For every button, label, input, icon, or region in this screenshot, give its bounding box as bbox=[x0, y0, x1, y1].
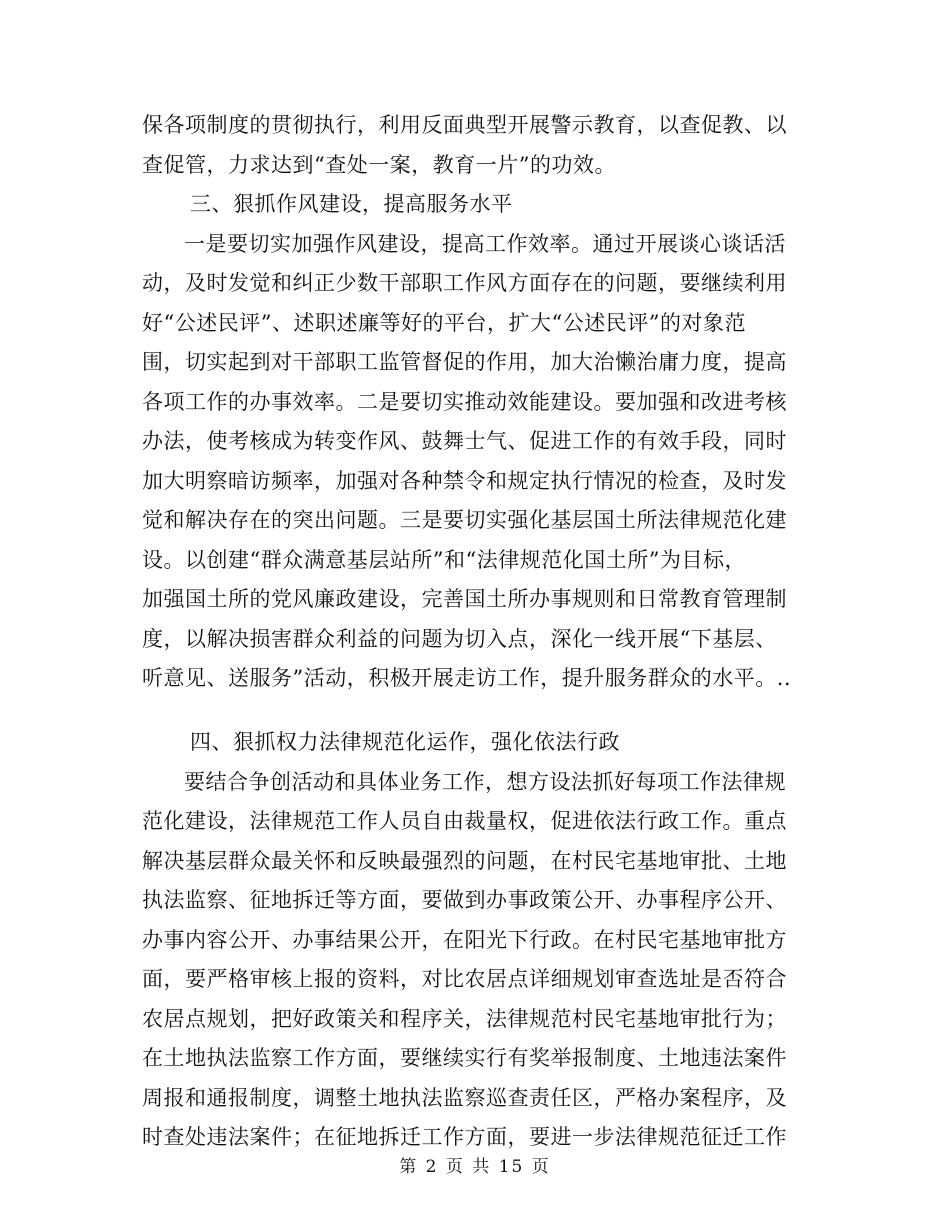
body-text-line: 范化建设，法律规范工作人员自由裁量权，促进依法行政工作。重点 bbox=[142, 809, 787, 833]
section-heading: 四、狠抓权力法律规范化运作，强化依法行政 bbox=[190, 730, 620, 754]
body-text-line: 加强国土所的党风廉政建设，完善国土所办事规则和日常教育管理制 bbox=[142, 587, 787, 611]
body-text-line: 加大明察暗访频率，加强对各种禁令和规定执行情况的检查，及时发 bbox=[142, 469, 787, 493]
body-text-line: 解决基层群众最关怀和反映最强烈的问题，在村民宅基地审批、土地 bbox=[142, 849, 787, 873]
body-text-line: 好“公述民评”、述职述廉等好的平台，扩大“公述民评”的对象范 bbox=[142, 311, 746, 335]
body-text-line: 农居点规划，把好政策关和程序关，法律规范村民宅基地审批行为； bbox=[142, 1007, 787, 1031]
body-text-line: 觉和解决存在的突出问题。三是要切实强化基层国土所法律规范化建 bbox=[142, 508, 787, 532]
body-text-line: 度，以解决损害群众利益的问题为切入点，深化一线开展“下基层、 bbox=[142, 627, 777, 651]
section-heading: 三、狠抓作风建设，提高服务水平 bbox=[190, 192, 513, 216]
body-text-line: 要结合争创活动和具体业务工作，想方设法抓好每项工作法律规 bbox=[184, 770, 786, 794]
body-text-line: 一是要切实加强作风建设，提高工作效率。通过开展谈心谈话活 bbox=[184, 232, 786, 256]
body-text-line: 动，及时发觉和纠正少数干部职工作风方面存在的问题，要继续利用 bbox=[142, 271, 787, 295]
body-text-line: 办法，使考核成为转变作风、鼓舞士气、促进工作的有效手段，同时 bbox=[142, 429, 787, 453]
body-text-line: 听意见、送服务”活动，积极开展走访工作，提升服务群众的水平。.. bbox=[142, 666, 792, 690]
page-number-footer: 第 2 页 共 15 页 bbox=[399, 1157, 551, 1177]
body-text-line: 设。以创建“群众满意基层站所”和“法律规范化国土所”为目标， bbox=[142, 548, 746, 572]
body-text-line: 围，切实起到对干部职工监管督促的作用，加大治懒治庸力度，提高 bbox=[142, 350, 787, 374]
body-text-line: 时查处违法案件；在征地拆迁工作方面，要进一步法律规范征迁工作 bbox=[142, 1125, 787, 1149]
body-text-line: 执法监察、征地拆迁等方面，要做到办事政策公开、办事程序公开、 bbox=[142, 888, 787, 912]
body-text-line: 查促管，力求达到“查处一案，教育一片”的功效。 bbox=[142, 153, 616, 177]
body-text-line: 各项工作的办事效率。二是要切实推动效能建设。要加强和改进考核 bbox=[142, 390, 787, 414]
body-text-line: 在土地执法监察工作方面，要继续实行有奖举报制度、土地违法案件 bbox=[142, 1046, 787, 1070]
body-text-line: 周报和通报制度，调整土地执法监察巡查责任区，严格办案程序，及 bbox=[142, 1086, 787, 1110]
body-text-line: 保各项制度的贯彻执行，利用反面典型开展警示教育，以查促教、以 bbox=[142, 113, 787, 137]
body-text-line: 办事内容公开、办事结果公开，在阳光下行政。在村民宅基地审批方 bbox=[142, 928, 787, 952]
body-text-line: 面，要严格审核上报的资料，对比农居点详细规划审查选址是否符合 bbox=[142, 967, 787, 991]
